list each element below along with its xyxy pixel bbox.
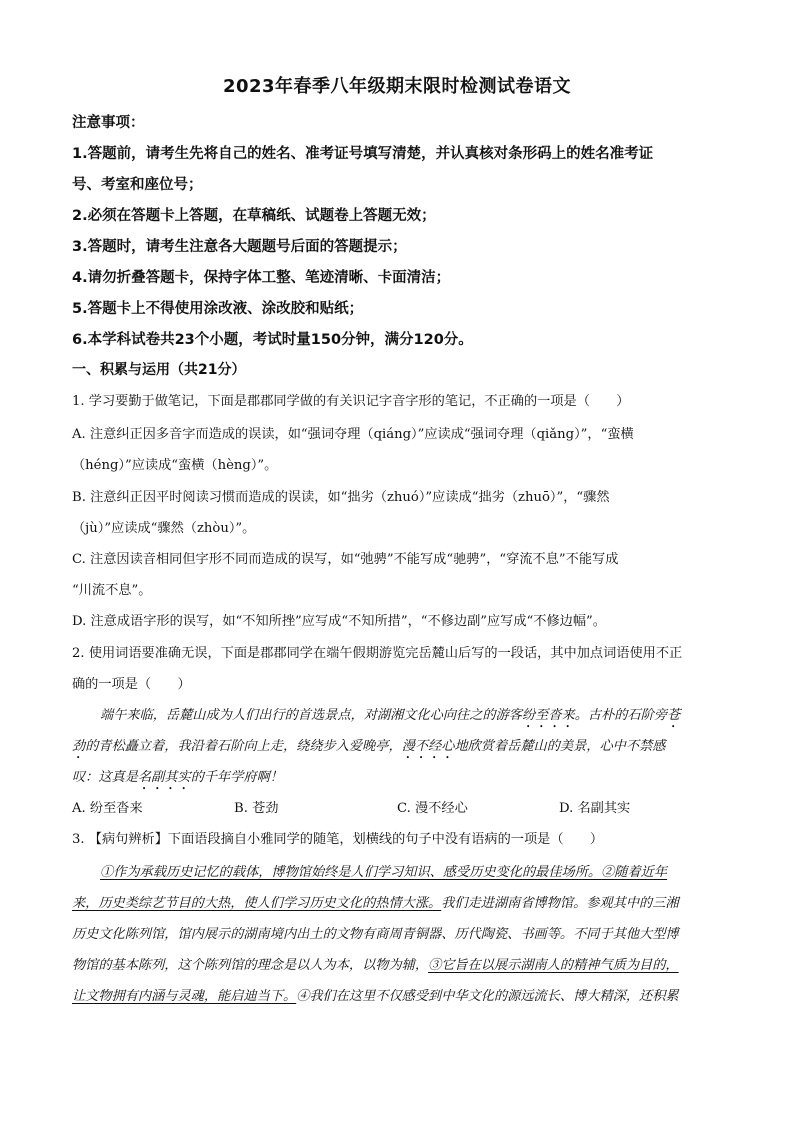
q1-option-a: A. 注意纠正因多音字而造成的误读，如“强词夺理（qiáng）”应读成“强词夺理（qiǎng）”，“蛮横 [72,427,634,442]
notice-line-2: 2.必须在答题卡上答题，在草稿纸、试题卷上答题无效； [72,208,436,224]
q2-passage-line-3: 叹：这真是名副其实的千年学府啊！ [72,770,283,785]
q1-option-d: D. 注意成语字形的误写，如“不知所挫”应写成“不知所措”，“不修边副”应写成“不修边幅”。 [72,614,606,629]
q2-passage-line-1: 端午来临，岳麓山成为人们出行的首选景点，对湖湘文化心向往之的游客纷至沓来。古朴的石阶旁苍 [100,708,681,723]
q3-passage-line-4: 物馆的基本陈列，这个陈列馆的理念是以人为本，以物为辅，③它旨在以展示湖南人的精神气质为目的， [72,958,679,973]
exam-title: 2023年春季八年级期末限时检测试卷语文 [222,76,572,97]
notice-line-1: 1.答题前，请考生先将自己的姓名、准考证号填写清楚，并认真核对条形码上的姓名准考证 [72,146,654,162]
q1-stem: 1. 学习要勤于做笔记，下面是郡郡同学做的有关识记字音字形的笔记，不正确的一项是（ ） [72,394,630,409]
q2-passage-line-2: 劲的青松矗立着，我沿着石阶向上走，绕绕步入爱晚亭，漫不经心地欣赏着岳麓山的美景，心中不禁感 [72,739,666,754]
q1-option-c-cont: “川流不息”。 [72,583,152,598]
notice-line-5: 5.答题卡上不得使用涂改液、涂改胶和贴纸； [72,301,364,317]
section-heading: 一、积累与运用（共21分） [72,362,246,378]
notice-line-4: 4.请勿折叠答题卡，保持字体工整、笔迹清晰、卡面清洁； [72,270,451,286]
q1-option-c: C. 注意因读音相同但字形不同而造成的误写，如“弛骋”不能写成“驰骋”，“穿流不息”不能写成 [72,552,619,567]
q2-option-b: B. 苍劲 [234,801,279,816]
notice-line-3: 3.答题时，请考生注意各大题题号后面的答题提示； [72,239,407,255]
notice-line-1-cont: 号、考室和座位号； [72,177,203,193]
notice-heading: 注意事项： [72,115,145,131]
q2-option-d: D. 名副其实 [559,801,631,816]
q2-stem-cont: 确的一项是（ ） [72,677,191,692]
q3-passage-line-5: 让文物拥有内涵与灵魂，能启迪当下。④我们在这里不仅感受到中华文化的源远流长、博大精深，还积累 [72,989,679,1004]
q1-option-b: B. 注意纠正因平时阅读习惯而造成的误读，如“拙劣（zhuó）”应读成“拙劣（zhuō）”，“骤然 [72,490,610,505]
q2-option-c: C. 漫不经心 [397,801,468,816]
q3-passage-line-3: 历史文化陈列馆，馆内展示的湖南境内出土的文物有商周青铜器、历代陶瓷、书画等。不同于其他大型博 [72,927,679,942]
q2-option-a: A. 纷至沓来 [72,801,143,816]
notice-line-6: 6.本学科试卷共23个小题，考试时量150分钟，满分120分。 [72,332,473,348]
q3-stem: 3. 【病句辨析】下面语段摘自小雅同学的随笔，划横线的句子中没有语病的一项是（ ） [72,832,604,847]
q1-option-b-cont: （jù）”应读成“骤然（zhòu）”。 [72,521,256,536]
q3-passage-line-2: 来，历史类综艺节目的大热，使人们学习历史文化的热情大涨。我们走进湖南省博物馆。参观其中的三湘 [72,896,679,911]
q2-stem: 2. 使用词语要准确无误，下面是郡郡同学在端午假期游览完岳麓山后写的一段话，其中加点词语使用不正 [72,646,683,661]
q3-passage-line-1: ①作为承载历史记忆的载体，博物馆始终是人们学习知识、感受历史变化的最佳场所。②随着近年 [100,865,668,880]
q1-option-a-cont: （héng）”应读成“蛮横（hèng）”。 [72,458,278,473]
